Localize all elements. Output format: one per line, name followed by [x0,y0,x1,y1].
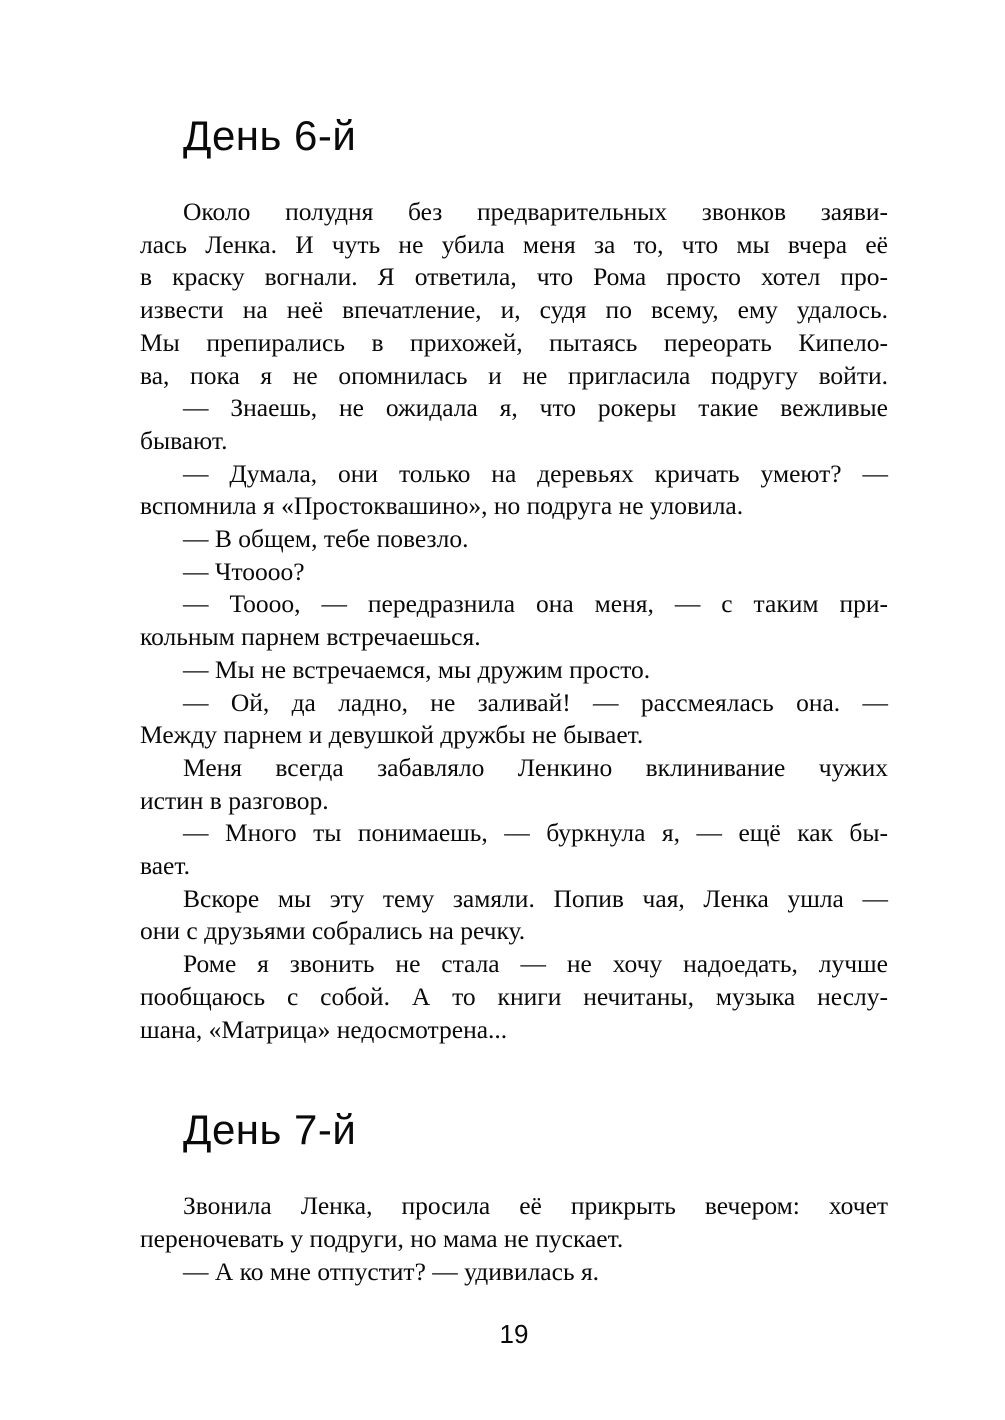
text-line: истин в разговор. [140,785,329,815]
text-line: Меня всегда забавляло Ленкино вклинивание чужих [183,752,888,782]
text-line: Мы препирались в прихожей, пытаясь переорать Кипело- [140,327,888,357]
text-line: они с друзьями собрались на речку. [140,916,526,946]
paragraph [140,556,888,589]
text-line: Между парнем и девушкой дружбы не бывает. [140,720,644,750]
text-line: Вскоре мы эту тему замяли. Попив чая, Ленка ушла — [183,883,888,913]
text-line: вспомнила я «Простоквашино», но подруга не уловила. [140,491,744,521]
paragraph [140,458,888,523]
text-line: переночевать у подруги, но мама не пускает. [140,1223,624,1253]
text-line: — Думала, они только на деревьях кричать умеют? — [183,458,888,488]
paragraph [140,392,888,457]
section-heading-day-7: День 7-й [183,1106,357,1154]
text-line: ва, пока я не опомнилась и не пригласила подругу войти. [140,360,888,390]
paragraph [140,588,888,653]
text-line: бывают. [140,425,228,455]
text-line: — В общем, тебе повезло. [183,524,469,554]
paragraph [140,752,888,817]
paragraph [140,687,888,752]
text-line: лась Ленка. И чуть не убила меня за то, что мы вчера её [140,229,888,259]
text-line: вает. [140,851,190,881]
text-line: — А ко мне отпустит? — удивилась я. [183,1256,600,1286]
paragraph [140,1256,888,1289]
paragraph [140,196,888,392]
text-line: шана, «Матрица» недосмотрена... [140,1014,508,1044]
text-line: — Чтоооо? [183,556,305,586]
text-line: в краску вогнали. Я ответила, что Рома просто хотел про- [140,262,888,292]
text-line: — Ой, да ладно, не заливай! — рассмеялась она. — [183,687,888,717]
text-line: извести на неё впечатление, и, судя по всему, ему удалось. [140,295,888,325]
paragraph [140,817,888,882]
text-line: Около полудня без предварительных звонков заяви- [183,197,888,226]
paragraph [140,883,888,948]
text-line: пообщаюсь с собой. А то книги нечитаны, музыка неслу- [140,981,888,1011]
text-line: — Мы не встречаемся, мы дружим просто. [183,654,651,684]
text-line: — Тоооо, — передразнила она меня, — с таким при- [183,589,888,619]
page-number: 19 [499,1319,529,1349]
text-line: Роме я звонить не стала — не хочу надоедать, лучше [183,949,888,979]
text-line: кольным парнем встречаешься. [140,622,481,652]
paragraph [140,523,888,556]
text-line: — Знаешь, не ожидала я, что рокеры такие вежливые [183,393,888,423]
paragraph [140,948,888,1046]
paragraph [140,1190,888,1255]
section-heading-day-6: День 6-й [183,112,357,159]
paragraph [140,654,888,687]
text-line: Звонила Ленка, просила её прикрыть вечером: хочет [183,1191,888,1221]
text-line: — Много ты понимаешь, — буркнула я, — ещё как бы- [183,818,888,848]
text-column [140,0,888,1288]
